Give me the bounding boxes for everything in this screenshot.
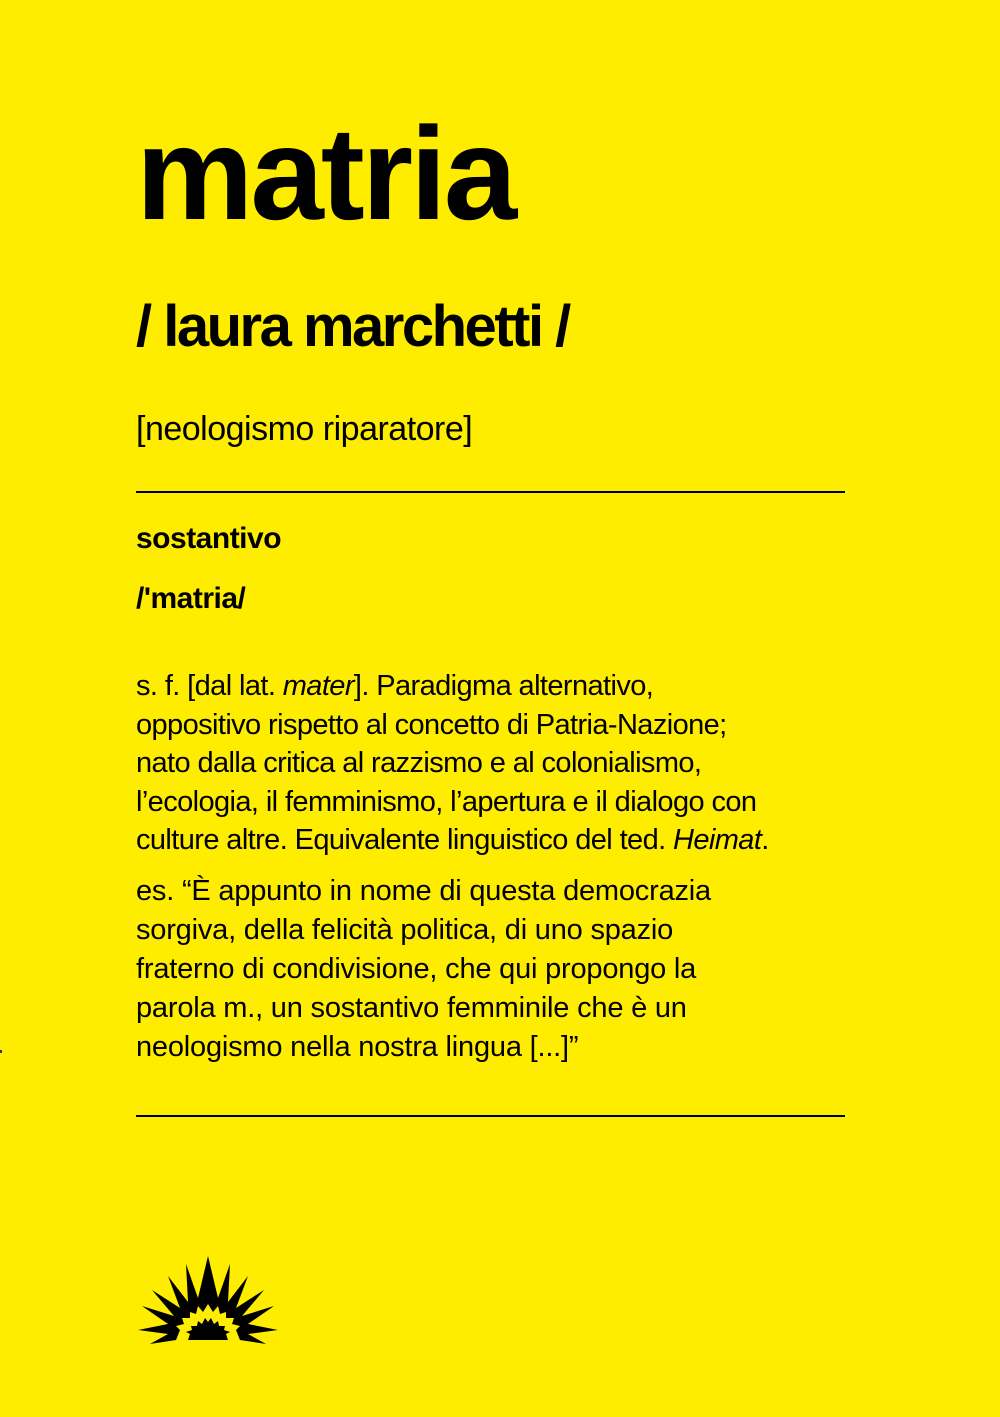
definition-emphasis: Heimat	[673, 824, 762, 856]
definition-line	[136, 667, 876, 706]
definition-text-segment: .	[761, 824, 769, 856]
definition-line: l’ecologia, il femminismo, l’apertura e il dialogo con	[136, 785, 757, 818]
definition-line: nato dalla critica al razzismo e al colonialismo,	[136, 747, 702, 779]
example-quote	[136, 872, 876, 1067]
divider-bottom	[136, 1115, 845, 1117]
definition-text-segment: s. f. [dal lat.	[136, 670, 283, 702]
book-title: matria	[136, 100, 515, 247]
definition-line: oppositivo rispetto al concetto di Patria-Nazione;	[136, 708, 727, 741]
example-line: es. “È appunto in nome di questa democrazia	[136, 875, 711, 907]
definition-text-segment: culture altre. Equivalente linguistico del ted.	[136, 824, 674, 856]
pronunciation: /'matria/	[136, 582, 246, 615]
example-line: fraterno di condivisione, che qui propongo la	[136, 953, 697, 985]
definition-text	[136, 667, 876, 860]
part-of-speech: sostantivo	[136, 522, 282, 555]
example-line: neologismo nella nostra lingua [...]”	[136, 1031, 579, 1063]
example-line: sorgiva, della felicità politica, di uno spazio	[136, 914, 674, 946]
sunburst-egg-icon	[136, 1254, 280, 1350]
edge-mark	[0, 1050, 2, 1053]
divider-top	[136, 491, 845, 493]
subtitle-tag: [neologismo riparatore]	[136, 410, 473, 448]
definition-emphasis: mater	[282, 670, 354, 702]
definition-text-segment: ]. Paradigma alternativo,	[353, 670, 654, 702]
example-line: parola m., un sostantivo femminile che è un	[136, 992, 687, 1024]
author-name: / laura marchetti /	[136, 294, 569, 359]
definition-line	[136, 821, 876, 860]
